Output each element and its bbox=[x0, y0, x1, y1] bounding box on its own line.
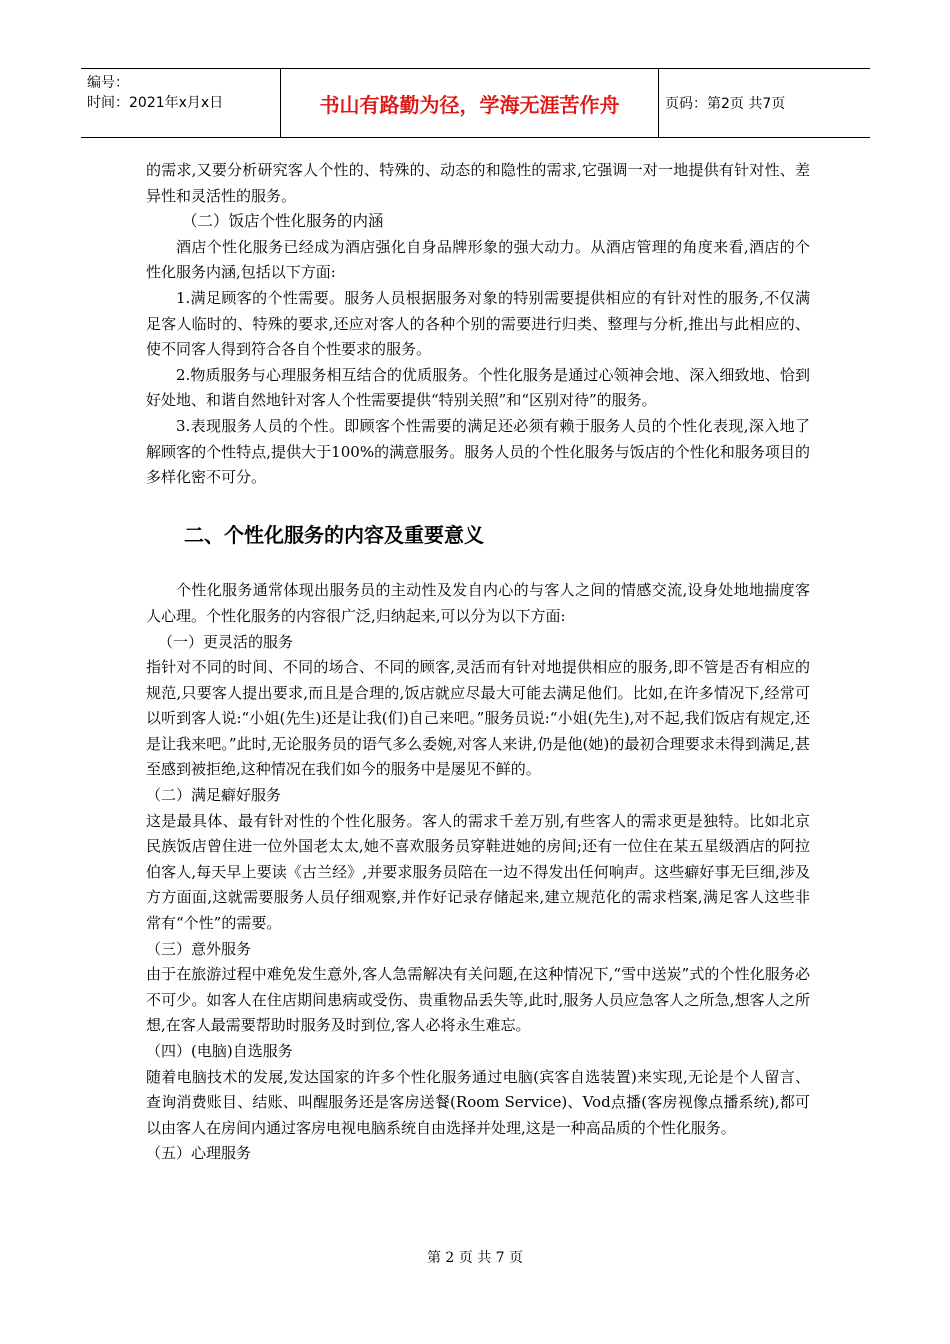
section-title: （二）饭店个性化服务的内涵 bbox=[182, 212, 384, 231]
paragraph: 指针对不同的时间、不同的场合、不同的顾客,灵活而有针对地提供相应的服务,即不管是否有相应的规范,只要客人提出要求,而且是合理的,饭店就应尽最大可能去满足他们。比如,在许多情况下,经常可以听到客人说:“小姐(先生)还是让我(们)自己来吧。”服务员说:“小姐(先生),对不起,我们饭店有规定,还是让我来吧。”此时,无论服务员的语气多么委婉,对客人来讲,仍是他(她)的最初合理要求未得到满足,甚至感到被拒绝,这种情况在我们如今的服务中是屡见不鲜的。 bbox=[146, 658, 810, 779]
page-footer: 第 2 页 共 7 页 bbox=[426, 1250, 524, 1266]
paragraph: 这是最具体、最有针对性的个性化服务。客人的需求千差万别,有些客人的需求更是独特。比如北京民族饭店曾住进一位外国老太太,她不喜欢服务员穿鞋进她的房间;还有一位住在某五星级酒店的阿拉伯客人,每天早上要读《古兰经》,并要求服务员陪在一边不得发出任何响声。这些癖好事无巨细,涉及方方面面,这就需要服务人员仔细观察,并作好记录存储起来,建立规范化的需求档案,满足客人这些非常有“个性”的需要。 bbox=[146, 811, 810, 933]
paragraph: 的需求,又要分析研究客人个性的、特殊的、动态的和隐性的需求,它强调一对一地提供有针对性、差异性和灵活性的服务。 bbox=[146, 161, 810, 205]
paragraph: 2.物质服务与心理服务相互结合的优质服务。个性化服务是通过心领神会地、深入细致地、恰到好处地、和谐自然地针对客人个性需要提供“特别关照”和“区别对待”的服务。 bbox=[146, 365, 810, 410]
subsection-label: （二）满足癖好服务 bbox=[146, 786, 282, 805]
document-number-label: 编号： bbox=[87, 75, 129, 91]
subsection-label: （三）意外服务 bbox=[146, 939, 252, 958]
paragraph: 个性化服务通常体现出服务员的主动性及发自内心的与客人之间的情感交流,设身处地地揣度客人心理。个性化服务的内容很广泛,归纳起来,可以分为以下方面: bbox=[146, 581, 810, 625]
document-time-label: 时间：2021年x月x日 bbox=[87, 95, 224, 111]
page-header bbox=[81, 68, 870, 138]
header-meta bbox=[81, 69, 281, 137]
paragraph: 由于在旅游过程中难免发生意外,客人急需解决有关问题,在这种情况下,“雪中送炭”式的个性化服务必不可少。如客人在住店期间患病或受伤、贵重物品丢失等,此时,服务人员应急客人之所急,想客人之所想,在客人最需要帮助时服务及时到位,客人必将永生难忘。 bbox=[146, 965, 810, 1035]
section-heading: 二、个性化服务的内容及重要意义 bbox=[184, 522, 484, 547]
paragraph: 3.表现服务人员的个性。即顾客个性需要的满足还必须有赖于服务人员的个性化表现,深入地了解顾客的个性特点,提供大于100%的满意服务。服务人员的个性化服务与饭店的个性化和服务项目的多样化密不可分。 bbox=[146, 416, 810, 487]
subsection-label: （五）心理服务 bbox=[146, 1144, 252, 1163]
paragraph: 随着电脑技术的发展,发达国家的许多个性化服务通过电脑(宾客自选装置)来实现,无论是个人留言、查询消费账目、结账、叫醒服务还是客房送餐(Room Service)、Vod点播(客房视像点播系统),都可以由客人在房间内通过客房电视电脑系统自由选择并处理,这是一种高品质的个性化服务。 bbox=[146, 1067, 810, 1137]
paragraph: 酒店个性化服务已经成为酒店强化自身品牌形象的强大动力。从酒店管理的角度来看,酒店的个性化服务内涵,包括以下方面: bbox=[146, 237, 810, 282]
subsection-label: （四）(电脑)自选服务 bbox=[146, 1042, 293, 1060]
header-page-info: 页码：第2页 共7页 bbox=[665, 96, 786, 112]
paragraph: 1.满足顾客的个性需要。服务人员根据服务对象的特别需要提供相应的有针对性的服务,不仅满足客人临时的、特殊的要求,还应对客人的各种个别的需要进行归类、整理与分析,推出与此相应的、使不同客人得到符合各自个性要求的服务。 bbox=[146, 288, 810, 359]
header-motto: 书山有路勤为径，学海无涯苦作舟 bbox=[281, 69, 659, 137]
subsection-label: （一）更灵活的服务 bbox=[158, 632, 294, 651]
document-body bbox=[146, 158, 810, 1167]
